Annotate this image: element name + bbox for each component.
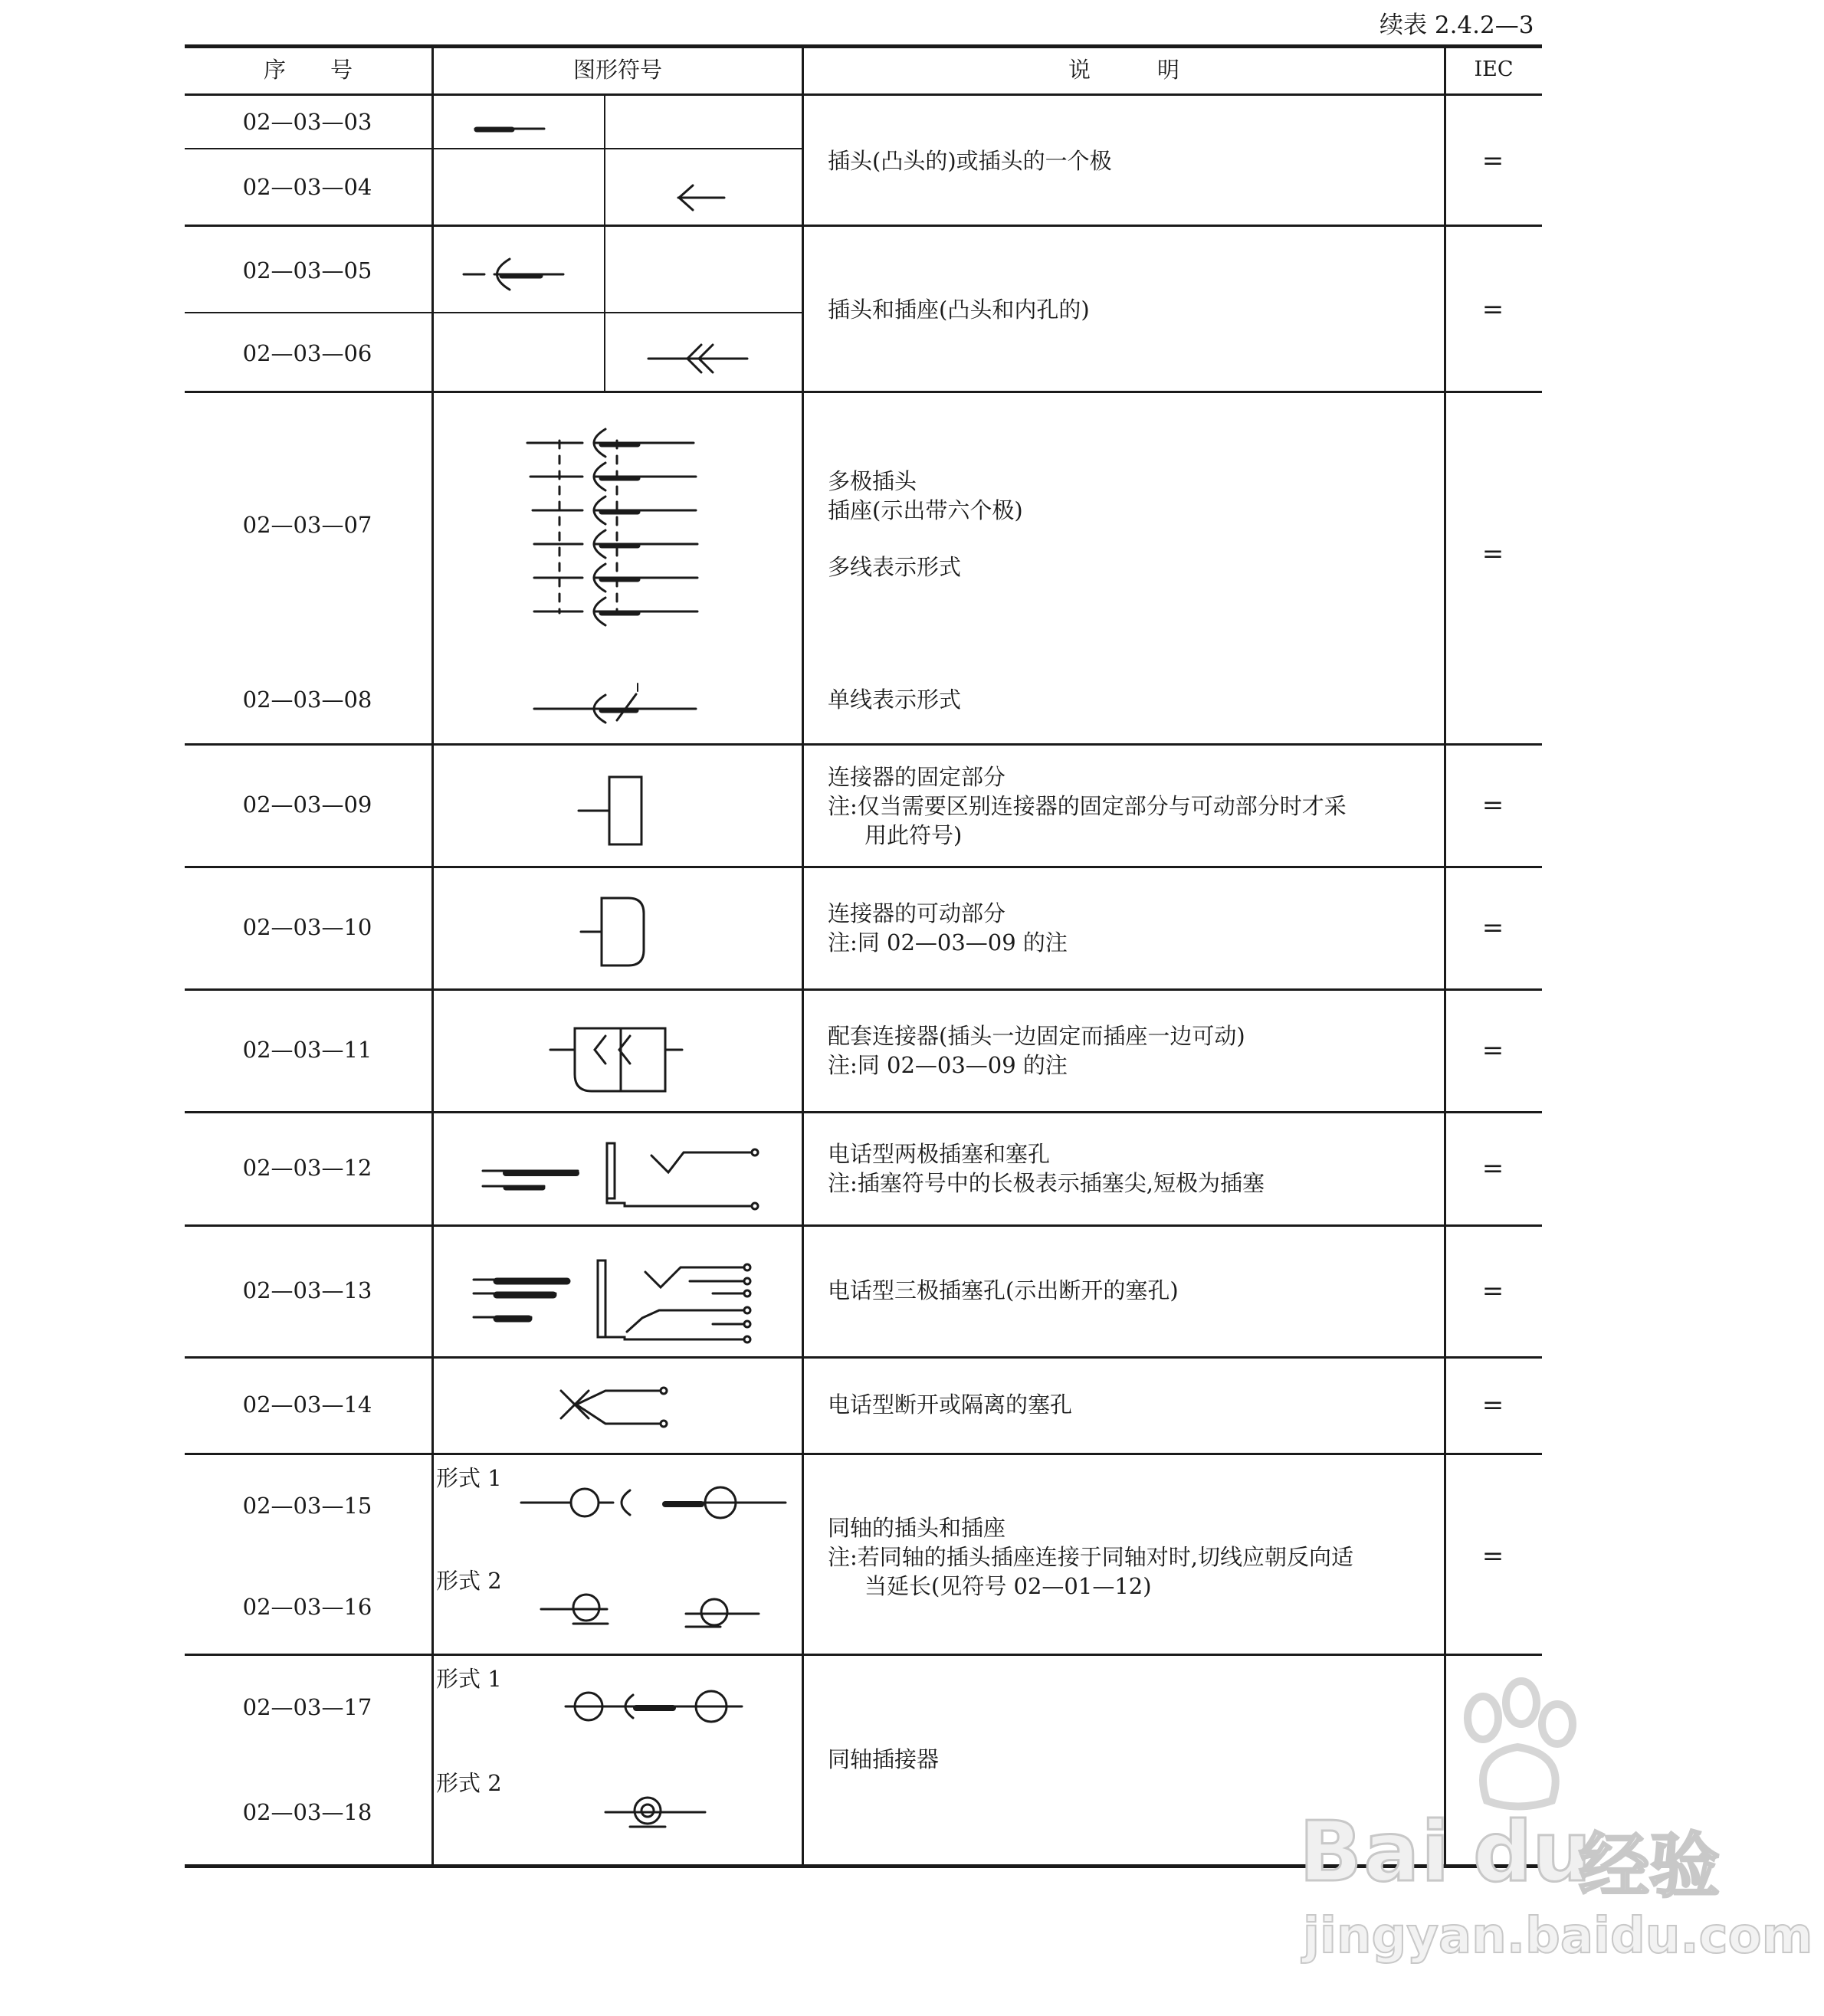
desc-multipole-3: 多线表示形式 [828, 554, 962, 580]
plug-socket-symbol [464, 259, 563, 290]
desc-mating-2: 注:同 02—03—09 的注 [828, 1052, 1068, 1078]
iec-mark: = [1481, 539, 1504, 569]
seq-02-03-13: 02—03—13 [242, 1277, 372, 1303]
form-label-2: 形式 2 [436, 1770, 502, 1796]
desc-single-line: 单线表示形式 [828, 687, 962, 713]
iec-mark: = [1481, 913, 1504, 943]
form-label-2: 形式 2 [436, 1568, 502, 1594]
seq-02-03-15: 02—03—15 [242, 1493, 372, 1519]
seq-02-03-06: 02—03—06 [242, 340, 372, 366]
connector-fixed-part-symbol [579, 777, 641, 844]
seq-02-03-05: 02—03—05 [242, 257, 372, 284]
paw-icon [1441, 1670, 1594, 1824]
watermark-brand-2: du [1473, 1805, 1592, 1900]
desc-phone2-2: 注:插塞符号中的长极表示插塞尖,短极为插塞 [828, 1170, 1265, 1196]
header-seq: 序 号 [263, 57, 353, 83]
form-label-1: 形式 1 [436, 1666, 502, 1692]
desc-coax-3: 当延长(见符号 02—01—12) [864, 1573, 1152, 1599]
watermark-url: jingyan.baidu.com [1303, 1908, 1813, 1965]
header-iec: IEC [1474, 57, 1514, 81]
desc-fixed-3: 用此符号) [864, 822, 963, 848]
iec-mark: = [1481, 1541, 1504, 1572]
iec-mark: = [1481, 1153, 1504, 1184]
desc-movable-1: 连接器的可动部分 [828, 900, 1006, 926]
connector-movable-part-symbol [581, 898, 644, 965]
desc-phone2-1: 电话型两极插塞和塞孔 [828, 1141, 1051, 1167]
seq-02-03-03: 02—03—03 [242, 109, 372, 135]
coax-plug-socket-form2-symbol [541, 1595, 759, 1627]
seq-02-03-10: 02—03—10 [242, 914, 372, 940]
desc-coax-2: 注:若同轴的插头插座连接于同轴对时,切线应朝反向适 [828, 1544, 1353, 1570]
desc-coax-1: 同轴的插头和插座 [828, 1515, 1006, 1541]
seq-02-03-04: 02—03—04 [242, 174, 372, 200]
coax-connector-form1-symbol [566, 1691, 742, 1722]
iec-mark: = [1481, 790, 1504, 821]
watermark-brand: Bai [1299, 1805, 1452, 1900]
seq-02-03-14: 02—03—14 [242, 1392, 372, 1418]
iec-mark: = [1481, 146, 1504, 176]
desc-coax-conn: 同轴插接器 [828, 1746, 940, 1772]
desc-multipole-2: 插座(示出带六个极) [828, 497, 1023, 523]
desc-fixed-1: 连接器的固定部分 [828, 764, 1006, 790]
desc-mating-1: 配套连接器(插头一边固定而插座一边可动) [828, 1023, 1245, 1049]
multipole-plug-socket-symbol [527, 429, 697, 625]
watermark-cn: 经验 [1579, 1825, 1721, 1907]
header-description: 说 明 [1068, 57, 1179, 83]
iec-mark: = [1481, 294, 1504, 325]
desc-fixed-2: 注:仅当需要区别连接器的固定部分与可动部分时才采 [828, 793, 1347, 819]
iec-mark: = [1481, 1276, 1504, 1306]
desc-plug-socket: 插头和插座(凸头和内孔的) [828, 297, 1090, 323]
phone-three-pole-symbol [474, 1260, 750, 1342]
phone-break-jack-symbol [561, 1388, 667, 1427]
desc-movable-2: 注:同 02—03—09 的注 [828, 929, 1068, 956]
iec-mark: = [1481, 1035, 1504, 1066]
mating-connector-symbol [550, 1028, 682, 1091]
desc-multipole-1: 多极插头 [828, 468, 917, 494]
continuation-label: 续表 2.4.2—3 [1379, 11, 1534, 39]
form-label-1: 形式 1 [436, 1465, 502, 1491]
seq-02-03-08: 02—03—08 [242, 687, 372, 713]
desc-phone3: 电话型三极插塞孔(示出断开的塞孔) [828, 1277, 1179, 1303]
seq-02-03-09: 02—03—09 [242, 792, 372, 818]
iec-mark: = [1481, 1390, 1504, 1421]
desc-plug: 插头(凸头的)或插头的一个极 [828, 148, 1112, 174]
coax-connector-form2-symbol [605, 1798, 705, 1827]
seq-02-03-12: 02—03—12 [242, 1155, 372, 1181]
header-symbol: 图形符号 [572, 57, 662, 83]
seq-02-03-07: 02—03—07 [242, 512, 372, 538]
single-line-multipole-symbol [534, 683, 696, 723]
phone-two-pole-symbol [483, 1143, 758, 1209]
seq-02-03-16: 02—03—16 [242, 1594, 372, 1620]
desc-phone-break: 电话型断开或隔离的塞孔 [828, 1392, 1073, 1418]
seq-02-03-11: 02—03—11 [242, 1037, 372, 1063]
coax-plug-socket-form1-symbol [521, 1487, 786, 1518]
plug-pole-symbol [678, 185, 724, 210]
seq-02-03-17: 02—03—17 [242, 1694, 372, 1720]
seq-02-03-18: 02—03—18 [242, 1799, 372, 1825]
plug-socket-chevron-symbol [648, 345, 747, 372]
